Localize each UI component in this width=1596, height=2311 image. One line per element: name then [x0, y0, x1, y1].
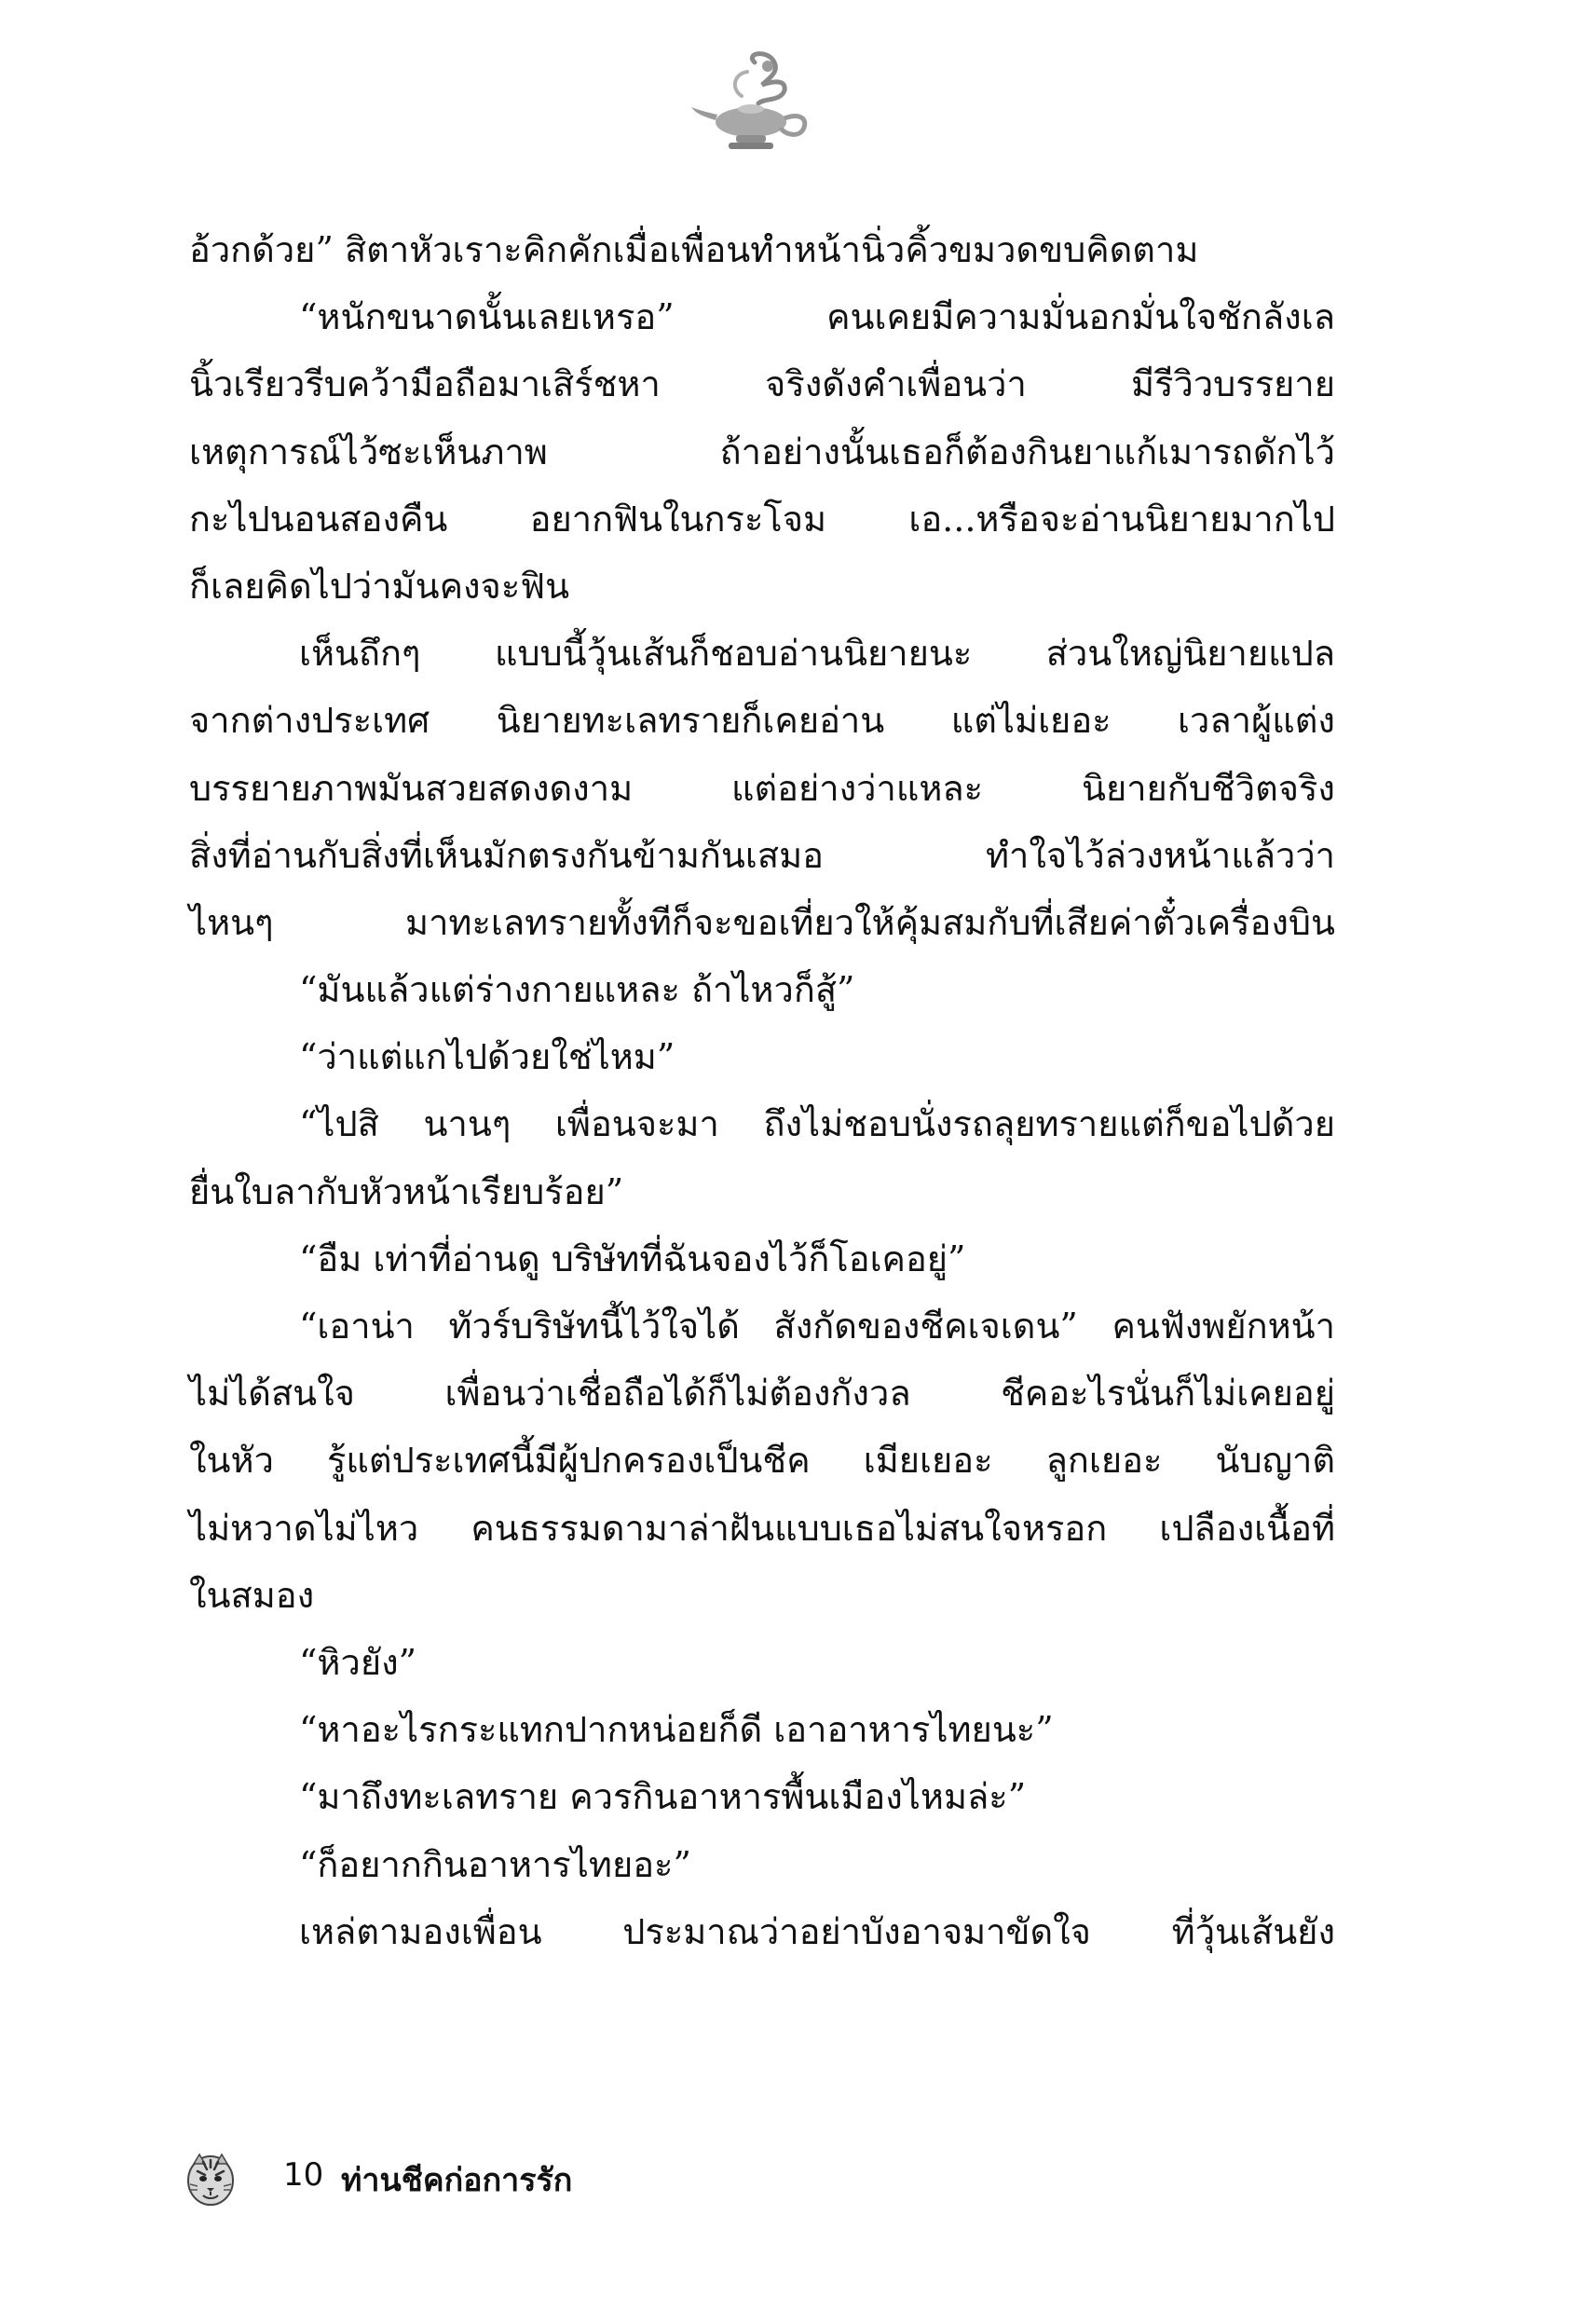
- text-line: “มาถึงทะเลทราย ควรกินอาหารพื้นเมืองไหมล่ะ”: [299, 1776, 1027, 1818]
- text-line: “ไปสิ นานๆ เพื่อนจะมา ถึงไม่ชอบนั่งรถลุยทรายแต่ก็ขอไปด้วย: [299, 1103, 1335, 1145]
- text-line: นิ้วเรียวรีบคว้ามือถือมาเสิร์ชหา จริงดังคำเพื่อนว่า มีรีวิวบรรยาย: [189, 363, 1335, 405]
- text-line: เหล่ตามองเพื่อน ประมาณว่าอย่าบังอาจมาขัดใจ ที่วุ้นเส้นยัง: [299, 1910, 1335, 1952]
- text-line: “มันแล้วแต่ร่างกายแหละ ถ้าไหวก็สู้”: [299, 969, 855, 1011]
- text-line: ไม่หวาดไม่ไหว คนธรรมดามาล่าฝันแบบเธอไม่สนใจหรอก เปลืองเนื้อที่: [189, 1507, 1335, 1549]
- tiger-icon: [184, 2151, 237, 2207]
- body-text: [189, 216, 1335, 1965]
- text-line: ก็เลยคิดไปว่ามันคงจะฟิน: [189, 565, 570, 607]
- text-line: ไหนๆ มาทะเลทรายทั้งทีก็จะขอเที่ยวให้คุ้มสมกับที่เสียค่าตั๋วเครื่องบิน: [189, 901, 1335, 943]
- page-number: 10: [283, 2156, 324, 2194]
- text-line: “ว่าแต่แกไปด้วยใช่ไหม”: [299, 1036, 675, 1078]
- text-line: “หนักขนาดนั้นเลยเหรอ” คนเคยมีความมั่นอกมั่นใจชักลังเล: [299, 296, 1335, 338]
- text-line: “อืม เท่าที่อ่านดู บริษัทที่ฉันจองไว้ก็โอเคอยู่”: [299, 1238, 966, 1279]
- text-line: “ก็อยากกินอาหารไทยอะ”: [299, 1843, 691, 1885]
- text-line: ในสมอง: [189, 1574, 315, 1616]
- text-line: บรรยายภาพมันสวยสดงดงาม แต่อย่างว่าแหละ นิยายกับชีวิตจริง: [189, 767, 1335, 809]
- text-line: ไม่ได้สนใจ เพื่อนว่าเชื่อถือได้ก็ไม่ต้องกังวล ชีคอะไรนั่นก็ไม่เคยอยู่: [189, 1373, 1335, 1415]
- text-line: สิ่งที่อ่านกับสิ่งที่เห็นมักตรงกันข้ามกันเสมอ ทำใจไว้ล่วงหน้าแล้วว่า: [189, 834, 1335, 876]
- genie-lamp-icon: [689, 51, 820, 154]
- text-line: จากต่างประเทศ นิยายทะเลทรายก็เคยอ่าน แต่ไม่เยอะ เวลาผู้แต่ง: [189, 700, 1335, 742]
- text-line: อ้วกด้วย” สิตาหัวเราะคิกคักเมื่อเพื่อนทำหน้านิ่วคิ้วขมวดขบคิดตาม: [189, 229, 1199, 270]
- text-line: ยื่นใบลากับหัวหน้าเรียบร้อย”: [189, 1170, 624, 1212]
- text-line: กะไปนอนสองคืน อยากฟินในกระโจม เอ...หรือจะอ่านนิยายมากไป: [189, 498, 1335, 540]
- text-line: “หาอะไรกระแทกปากหน่อยก็ดี เอาอาหารไทยนะ”: [299, 1709, 1054, 1751]
- text-line: เหตุการณ์ไว้ซะเห็นภาพ ถ้าอย่างนั้นเธอก็ต้องกินยาแก้เมารถดักไว้: [189, 431, 1335, 472]
- text-line: “หิวยัง”: [299, 1641, 417, 1683]
- page-footer: [184, 2151, 837, 2207]
- text-line: เห็นถึกๆ แบบนี้วุ้นเส้นก็ชอบอ่านนิยายนะ ส่วนใหญ่นิยายแปล: [299, 633, 1335, 675]
- book-title: ท่านชีคก่อการรัก: [341, 2162, 573, 2199]
- text-line: ในหัว รู้แต่ประเทศนี้มีผู้ปกครองเป็นชีค เมียเยอะ ลูกเยอะ นับญาติ: [189, 1440, 1335, 1482]
- text-line: “เอาน่า ทัวร์บริษัทนี้ไว้ใจได้ สังกัดของชีคเจเดน” คนฟังพยักหน้า: [299, 1306, 1335, 1347]
